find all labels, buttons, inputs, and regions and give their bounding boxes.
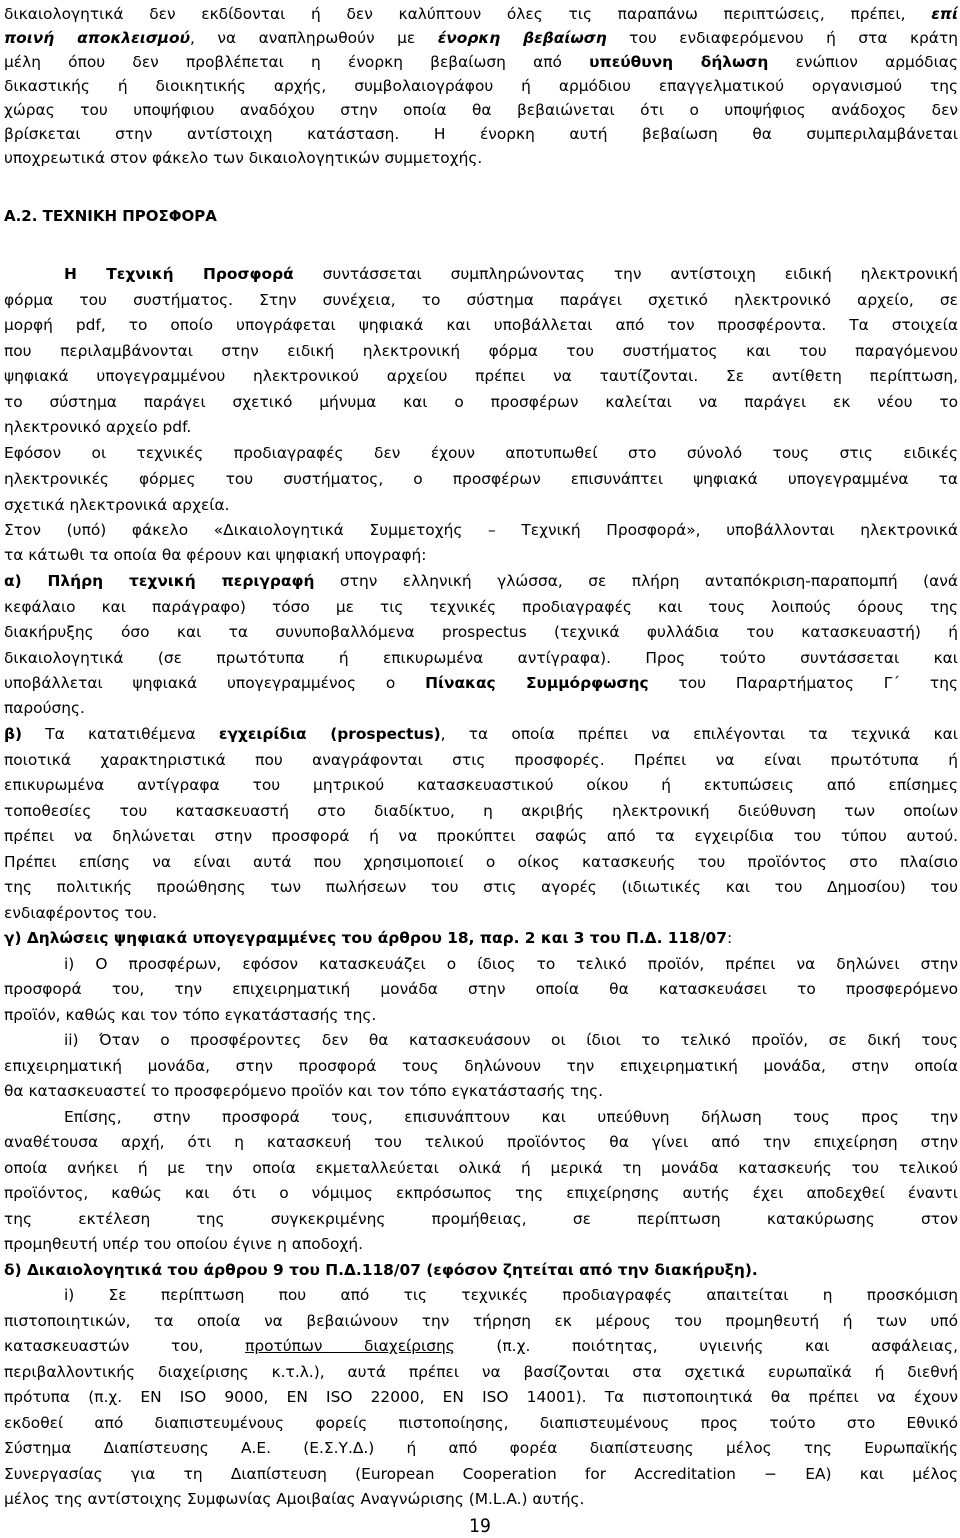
item-d-line-3: κατασκευαστών του, προτύπων διαχείρισης (π.χ. ποιότητας, υγιεινής και ασφάλειας, [4,1337,958,1355]
item-a-line-4: δικαιολογητικά (σε πρωτότυπα ή επικυρωμένα αντίγραφα). Προς τούτο συντάσσεται και [4,649,958,667]
item-c-iii-line-4: προϊόντος, καθώς και ότι ο νόμιμος εκπρόσωπος της επιχείρησης αυτής έχει αποδεχθεί έναντι [4,1184,958,1202]
section-heading: Α.2. ΤΕΧΝΙΚΗ ΠΡΟΣΦΟΡΑ [4,207,217,225]
tech-line-4: που περιλαμβάνονται στην ειδική ηλεκτρονική φόρμα του συστήματος και του παραγόμενου [4,342,958,360]
item-a-line-2: κεφάλαιο και παράγραφο) τόσο με τις τεχνικές προδιαγραφές και τους λοιπούς όρους της [4,598,958,616]
tech-line-6: το σύστημα παράγει σχετικό μήνυμα και ο προσφέρων καλείται να παράγει εκ νέου το [4,393,958,411]
specs-line-1: Εφόσον οι τεχνικές προδιαγραφές δεν έχουν αποτυπωθεί στο σύνολό τους στις ειδικές [4,444,958,462]
item-d-line-9: μέλος της αντίστοιχης Συμφωνίας Αμοιβαίας Αναγνώρισης (M.L.A.) αυτής. [4,1490,585,1508]
intro-line-7: υποχρεωτικά στον φάκελο των δικαιολογητικών συμμετοχής. [4,149,483,167]
item-c-i-line-2: προσφορά του, την επιχειρηματική μονάδα στην οποία θα κατασκευάσει το προσφερόμενο [4,980,958,998]
item-d-line-8: Συνεργασίας για τη Διαπίστευση (European Cooperation for Accreditation − EA) και μέλος [4,1465,958,1483]
specs-line-3: σχετικά ηλεκτρονικά αρχεία. [4,496,230,514]
item-c-iii-line-6: προμηθευτή υπέρ του οποίου έγινε η αποδοχή. [4,1235,363,1253]
item-a-line-1: α) Πλήρη τεχνική περιγραφή στην ελληνική γλώσσα, σε πλήρη ανταπόκριση-παραπομπή (ανά [4,572,958,590]
intro-line-2: ποινή αποκλεισμού, να αναπληρωθούν με ένορκη βεβαίωση του ενδιαφερόμενου ή στα κράτη [4,29,958,47]
item-c-ii-line-2: επιχειρηματική μονάδα, στην προσφορά τους δηλώνουν την επιχειρηματική μονάδα, στην οποία [4,1057,958,1075]
item-d-line-6: εκδοθεί από διαπιστευμένους φορείς πιστοποίησης, διαπιστευμένους προς τούτο στο Εθνικό [4,1414,958,1432]
intro-line-4: δικαστικής ή διοικητικής αρχής, συμβολαιογράφου ή αρμόδιου επαγγελματικού οργανισμού της [4,77,958,95]
item-a-line-3: διακήρυξης όσο και τα συνυποβαλλόμενα prospectus (τεχνικά φυλλάδια του κατασκευαστή) ή [4,623,958,641]
tech-line-5: ψηφιακά υπογεγραμμένου ηλεκτρονικού αρχείου πρέπει να ταυτίζονται. Σε αντίθετη περίπτωση, [4,367,958,385]
tech-line-3: μορφή pdf, το οποίο υπογράφεται ψηφιακά και υποβάλλεται από τον προσφέροντα. Τα στοιχεία [4,316,958,334]
tech-line-7: ηλεκτρονικό αρχείο pdf. [4,418,192,436]
item-d-line-1: i) Σε περίπτωση που από τις τεχνικές προδιαγραφές απαιτείται η προσκόμιση [64,1286,958,1304]
intro-line-3: μέλη όπου δεν προβλέπεται η ένορκη βεβαίωση από υπεύθυνη δήλωση ενώπιον αρμόδιας [4,53,958,71]
item-c-ii-line-3: θα κατασκευαστεί το προσφερόμενο προϊόν και τον τόπο εγκατάστασής της. [4,1082,604,1100]
item-b-line-3: επικυρωμένα αντίγραφα του μητρικού κατασκευαστικού οίκου ή εκτυπώσεις από επίσημες [4,776,958,794]
intro-line-1: δικαιολογητικά δεν εκδίδονται ή δεν καλύπτουν όλες τις παραπάνω περιπτώσεις, πρέπει, επί [4,5,958,23]
item-b-line-6: Πρέπει επίσης να είναι αυτά που χρησιμοποιεί ο οίκος κατασκευής του προϊόντος στο πλαίσιο [4,853,958,871]
item-c-iii-line-1: Επίσης, στην προσφορά τους, επισυνάπτουν και υπεύθυνη δήλωση τους προς την [64,1108,958,1126]
item-d-line-5: πρότυπα (π.χ. EN ISO 9000, EN ISO 22000, EN ISO 14001). Τα πιστοποιητικά θα πρέπει να έχουν [4,1388,958,1406]
item-d-line-2: πιστοποιητικών, τα οποία να βεβαιώνουν την τήρηση εκ μέρους του προμηθευτή ή των υπό [4,1312,958,1330]
item-b-line-1: β) Τα κατατιθέμενα εγχειρίδια (prospectus), τα οποία πρέπει να επιλέγονται τα τεχνικά και [4,725,958,743]
item-c-iii-line-5: της εκτέλεση της συγκεκριμένης προμήθειας, σε περίπτωση κατακύρωσης στον [4,1210,958,1228]
folder-line-1: Στον (υπό) φάκελο «Δικαιολογητικά Συμμετοχής – Τεχνική Προσφορά», υποβάλλονται ηλεκτρονικά [4,521,958,539]
tech-line-1: Η Τεχνική Προσφορά συντάσσεται συμπληρώνοντας την αντίστοιχη ειδική ηλεκτρονική [64,265,958,283]
item-d-line-4: περιβαλλοντικής διαχείρισης κ.τ.λ.), αυτά πρέπει να βασίζονται στα σχετικά ευρωπαϊκά ή διεθνή [4,1363,958,1381]
item-b-line-2: ποιοτικά χαρακτηριστικά που αναγράφονται στις προσφορές. Πρέπει να είναι πρωτότυπα ή [4,751,958,769]
intro-line-5: χώρας του υποψήφιου αναδόχου στην οποία θα βεβαιώνεται ότι ο υποψήφιος ανάδοχος δεν [4,101,958,119]
item-d-heading: δ) Δικαιολογητικά του άρθρου 9 του Π.Δ.118/07 (εφόσον ζητείται από την διακήρυξη). [4,1261,758,1279]
page-number: 19 [469,1515,491,1537]
item-a-line-6: παρούσης. [4,699,85,717]
item-c-ii-line-1: ii) Όταν ο προσφέροντες δεν θα κατασκευάσουν οι ίδιοι το τελικό προϊόν, σε δική τους [64,1031,958,1049]
item-c-iii-line-2: αναθέτουσα αρχή, ότι η κατασκευή του τελικού προϊόντος θα γίνει από την επιχείρηση στην [4,1133,958,1151]
item-a-line-5: υποβάλλεται ψηφιακά υπογεγραμμένος ο Πίνακας Συμμόρφωσης του Παραρτήματος Γ΄ της [4,674,958,692]
item-c-iii-line-3: οποία ανήκει ή με την οποία εκμεταλλεύεται ολικά ή μερικά τη μονάδα κατασκευής του τελικού [4,1159,958,1177]
item-b-line-7: της πολιτικής προώθησης των πωλήσεων του στις αγορές (ιδιωτικές και του Δημοσίου) του [4,878,958,896]
item-b-line-4: τοποθεσίες του κατασκευαστή στο διαδίκτυο, η ακριβής ηλεκτρονική διεύθυνση των οποίων [4,802,958,820]
item-c-i-line-1: i) Ο προσφέρων, εφόσον κατασκευάζει ο ίδιος το τελικό προϊόν, πρέπει να δηλώνει στην [64,955,958,973]
specs-line-2: ηλεκτρονικές φόρμες του συστήματος, ο προσφέρων επισυνάπτει ψηφιακά υπογεγραμμένα τα [4,470,958,488]
item-c-i-line-3: προϊόν, καθώς και τον τόπο εγκατάστασής της. [4,1006,377,1024]
item-c-heading: γ) Δηλώσεις ψηφιακά υπογεγραμμένες του άρθρου 18, παρ. 2 και 3 του Π.Δ. 118/07: [4,929,733,947]
item-b-line-5: πρέπει να δηλώνεται στην προσφορά ή να προκύπτει σαφώς από τα εγχειρίδια του τύπου αυτού. [4,827,958,845]
intro-line-6: βρίσκεται στην αντίστοιχη κατάσταση. Η ένορκη αυτή βεβαίωση θα συμπεριλαμβάνεται [4,125,958,143]
item-d-line-7: Σύστημα Διαπίστευσης Α.Ε. (Ε.Σ.Υ.Δ.) ή από φορέα διαπίστευσης μέλος της Ευρωπαϊκής [4,1439,958,1457]
folder-line-2: τα κάτωθι τα οποία θα φέρουν και ψηφιακή υπογραφή: [4,546,427,564]
tech-line-2: φόρμα του συστήματος. Στην συνέχεια, το σύστημα παράγει σχετικό ηλεκτρονικό αρχείο, σε [4,291,958,309]
item-b-line-8: ενδιαφέροντος του. [4,904,158,922]
